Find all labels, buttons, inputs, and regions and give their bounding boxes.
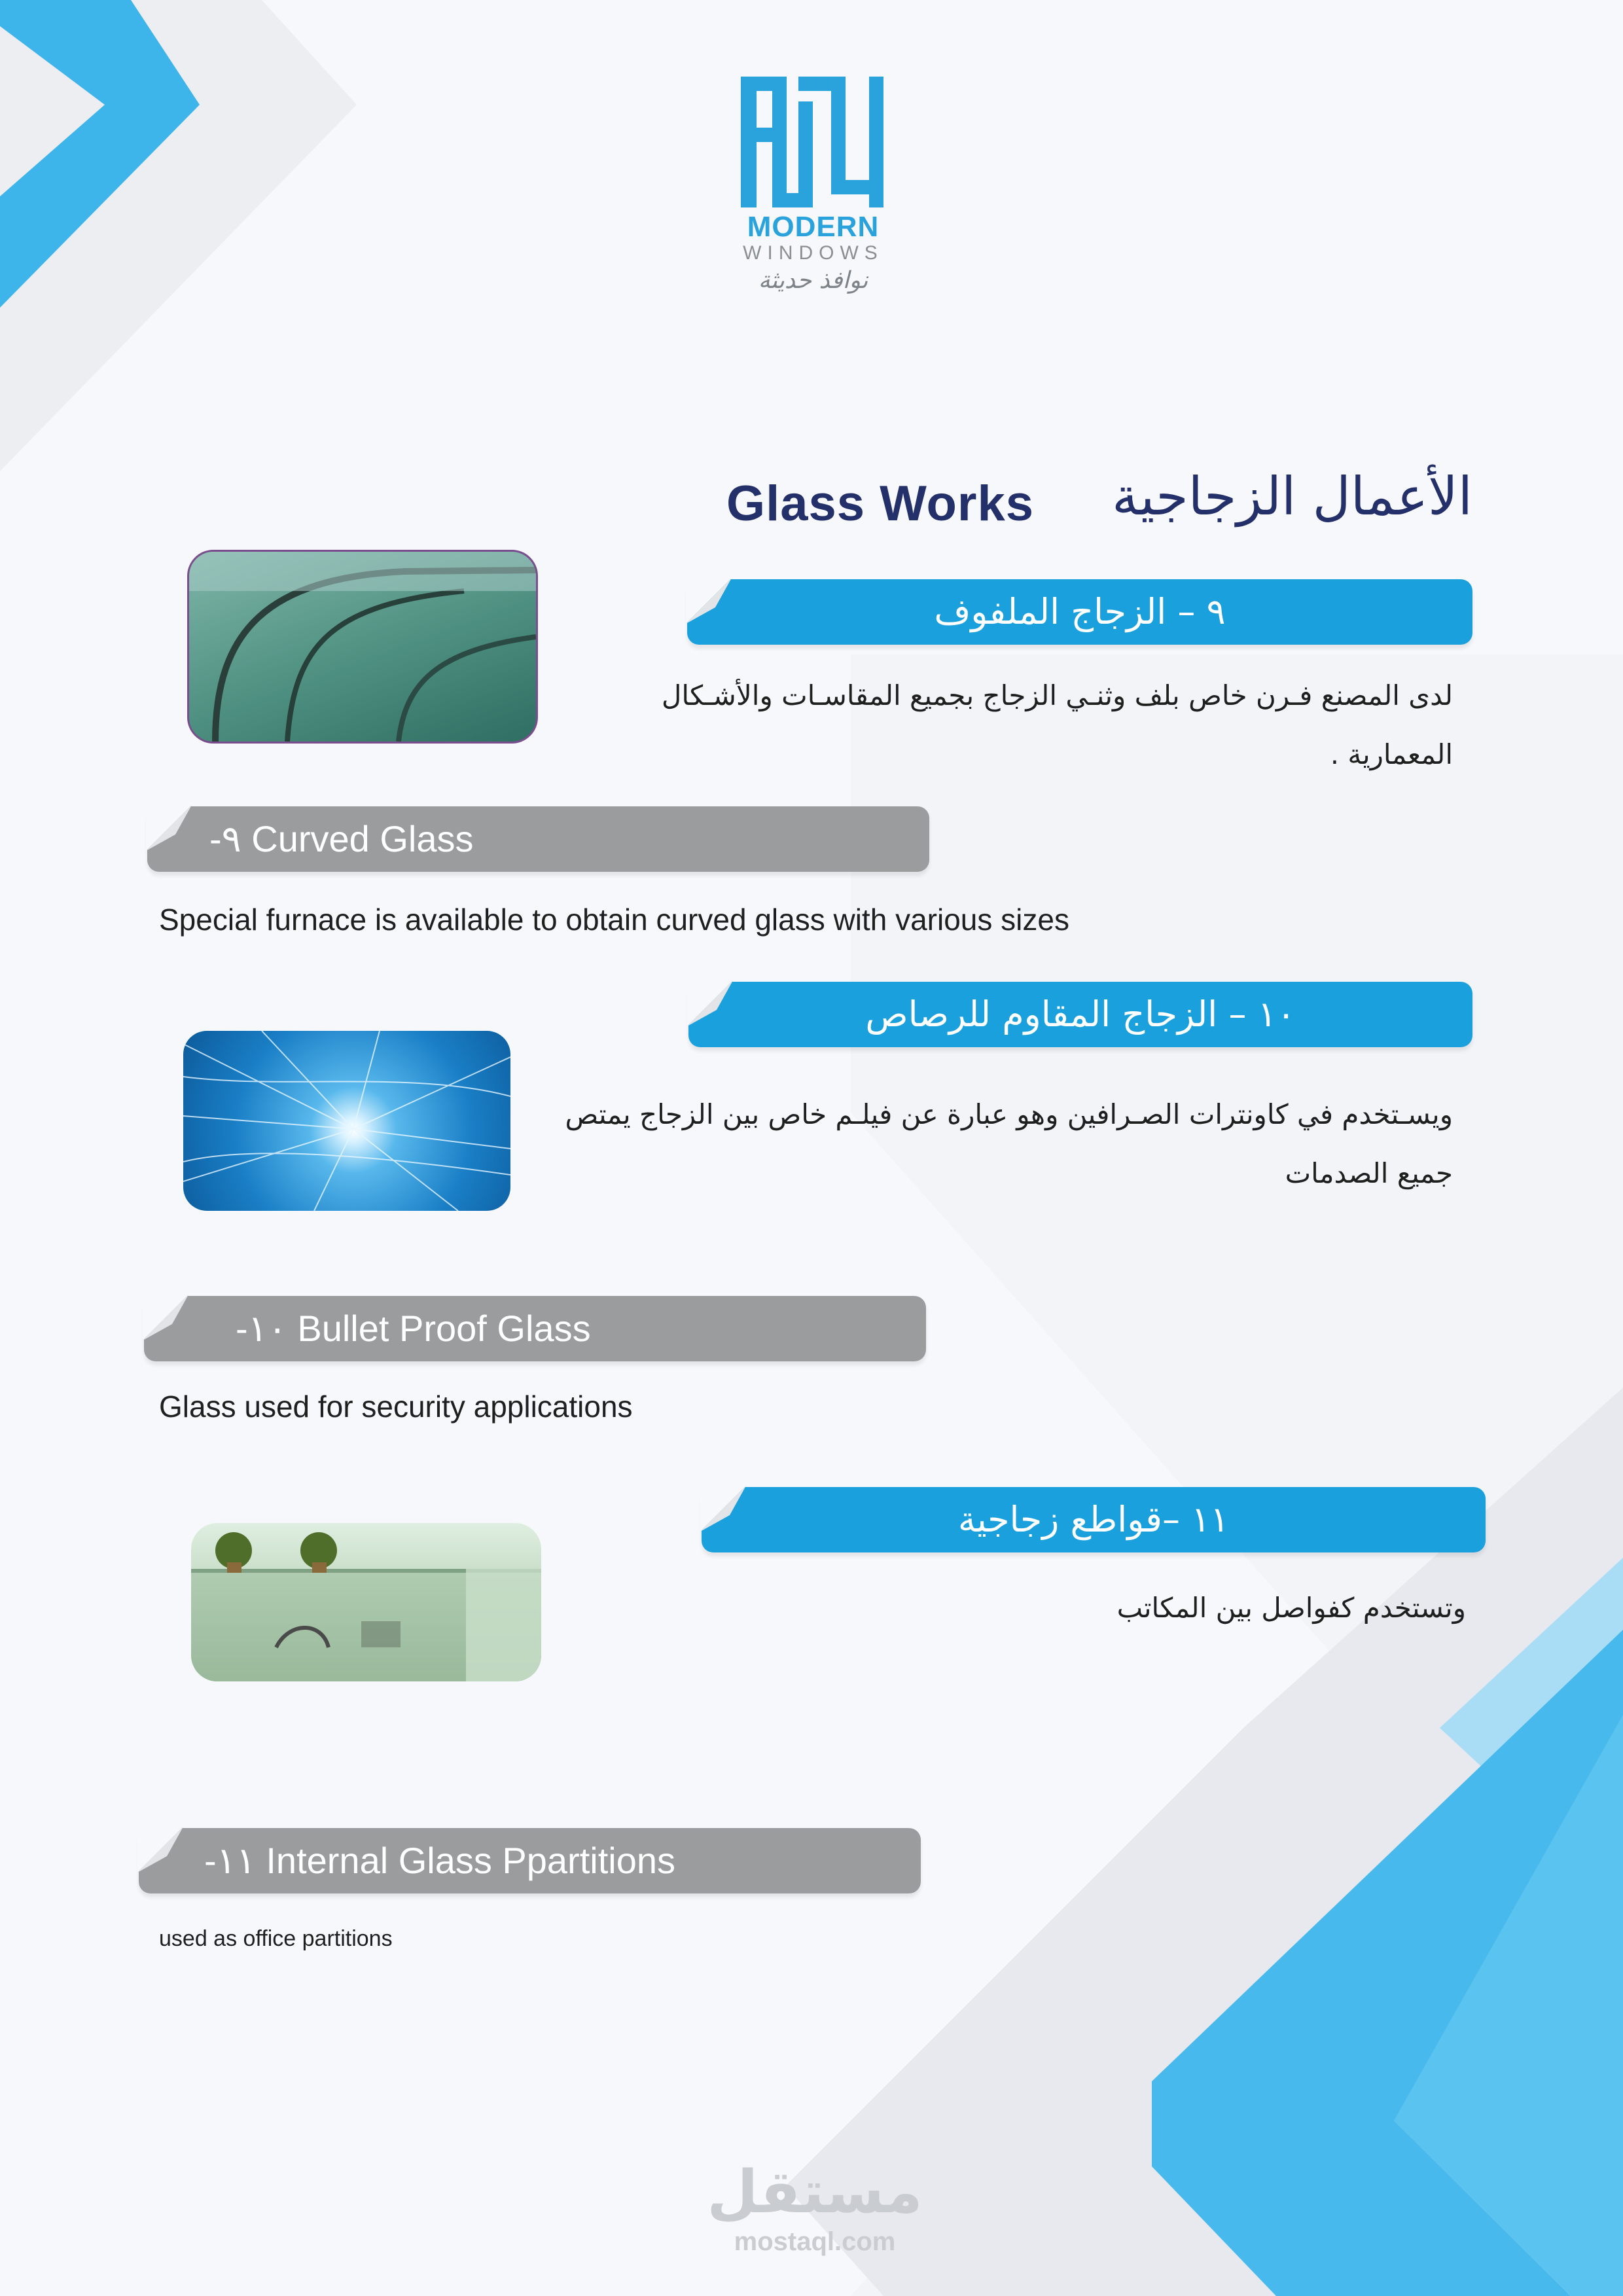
section-body-en-bulletproof: Glass used for security applications [159,1390,633,1424]
section-body-ar-bulletproof: ويسـتخدم في كاونترات الصـرافين وهو عبارة عن فيلـم خاص بين الزجاج يمتص جميع الصدمات [565,1098,1453,1189]
page-fold-icon [137,1827,183,1873]
watermark-en: mostaql.com [734,2227,896,2256]
page-fold-icon [686,578,732,624]
section-body-ar-curved: لدى المصنع فـرن خاص بلف وثنـي الزجاج بجميع المقاسـات والأشـكال المعمارية . [661,679,1453,770]
section-heading-en-partitions-text: -١١ Internal Glass Ppartitions [204,1840,675,1881]
section-heading-ar-curved [687,579,1472,645]
page-fold-icon [146,805,192,851]
section-heading-ar-bulletproof-text: ١٠ – الزجاج المقاوم للرصاص [865,994,1296,1035]
curved-glass-photo [187,550,538,744]
page-title-en: Glass Works [726,476,1035,531]
page-title-ar: الأعمال الزجاجية [1112,466,1472,527]
section-heading-en-curved-text: -٩ Curved Glass [209,818,474,859]
section-body-en-curved: Special furnace is available to obtain curved glass with various sizes [159,903,1069,937]
section-heading-en-bulletproof [144,1296,926,1361]
section-heading-ar-bulletproof [688,982,1472,1047]
logo-text-modern: MODERN [747,211,880,243]
section-heading-ar-curved-text: ٩ – الزجاج الملفوف [934,591,1226,632]
section-heading-ar-partitions [702,1487,1486,1552]
logo-text-arabic: نوافذ حديثة [758,267,868,294]
page-fold-icon [700,1486,746,1532]
page-fold-icon [687,980,733,1026]
glass-partition-photo [191,1523,541,1681]
logo-text-windows: WINDOWS [743,242,883,264]
section-heading-en-bulletproof-text: -١٠ Bullet Proof Glass [236,1308,591,1349]
section-heading-en-curved [147,806,929,872]
section-body-ar-partitions: وتستخدم كفواصل بين المكاتب [1116,1592,1466,1624]
section-heading-ar-partitions-text: ١١ –قواطع زجاجية [957,1499,1230,1540]
page-fold-icon [143,1295,188,1340]
bullet-proof-glass-photo [183,1031,510,1211]
watermark-ar: مستقل [707,2158,923,2227]
section-heading-en-partitions [139,1828,921,1893]
mostaql-watermark [707,2160,923,2258]
section-body-en-partitions: used as office partitions [159,1926,393,1951]
